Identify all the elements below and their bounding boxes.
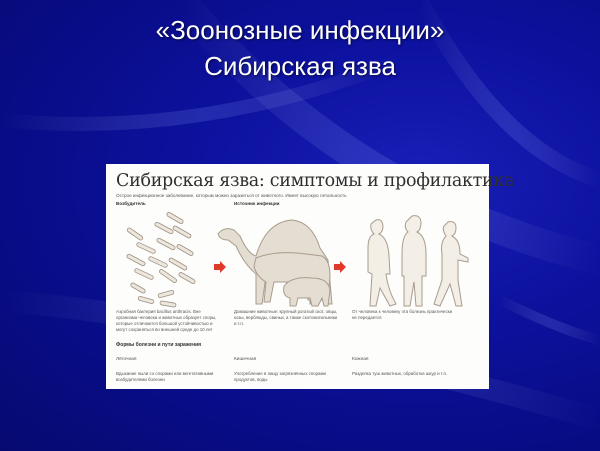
- form-desc-cutaneous: Разделка туш животных, обработка шкур и т.п.: [352, 371, 448, 376]
- section-label-pathogen: Возбудитель: [116, 201, 146, 206]
- form-desc-pulmonary: Вдыхание пыли со спорами или вегетативными возбудителями болезни: [116, 371, 214, 382]
- form-desc-intestinal: Употребление в пищу загрязнённых спорами продуктов, воды: [234, 371, 326, 382]
- forms-title: Формы болезни и пути заражения: [116, 342, 202, 348]
- people-silhouette-icon: [368, 216, 468, 306]
- form-name-intestinal: Кишечная: [234, 357, 257, 362]
- slide-title: [0, 12, 600, 84]
- transmission-description: От человека к человеку эта болезнь практически не передается: [352, 309, 453, 320]
- form-name-cutaneous: Кожная: [352, 357, 369, 362]
- anthrax-infographic: [106, 164, 515, 389]
- infographic-subtitle: Острое инфекционное заболевание, которым можно заразиться от животного. Имеет высокую летальность: [116, 193, 347, 198]
- source-description: Домашние животные: крупный рогатый скот, овцы, козы, верблюды, свиньи, а также скотомогильники и т.п.: [234, 309, 338, 326]
- animals-silhouette-icon: [218, 220, 332, 306]
- slide-title-line2: Сибирская язва: [204, 51, 396, 81]
- bacteria-rods-icon: [126, 212, 196, 308]
- pathogen-description: Аэробная бактерия bacillus anthracis. Вне организма человека и животных образует споры, которые отличаются большой устойчивостью и могут сохраняться во внешней среде до 10 лет: [116, 309, 217, 332]
- section-label-source: Источник инфекции: [234, 201, 280, 206]
- infographic-illustrations: [106, 164, 515, 389]
- slide-title-line1: «Зоонозные инфекции»: [155, 15, 445, 45]
- form-name-pulmonary: Лёгочная: [116, 357, 137, 362]
- infographic-title: Сибирская язва: симптомы и профилактика: [116, 171, 515, 191]
